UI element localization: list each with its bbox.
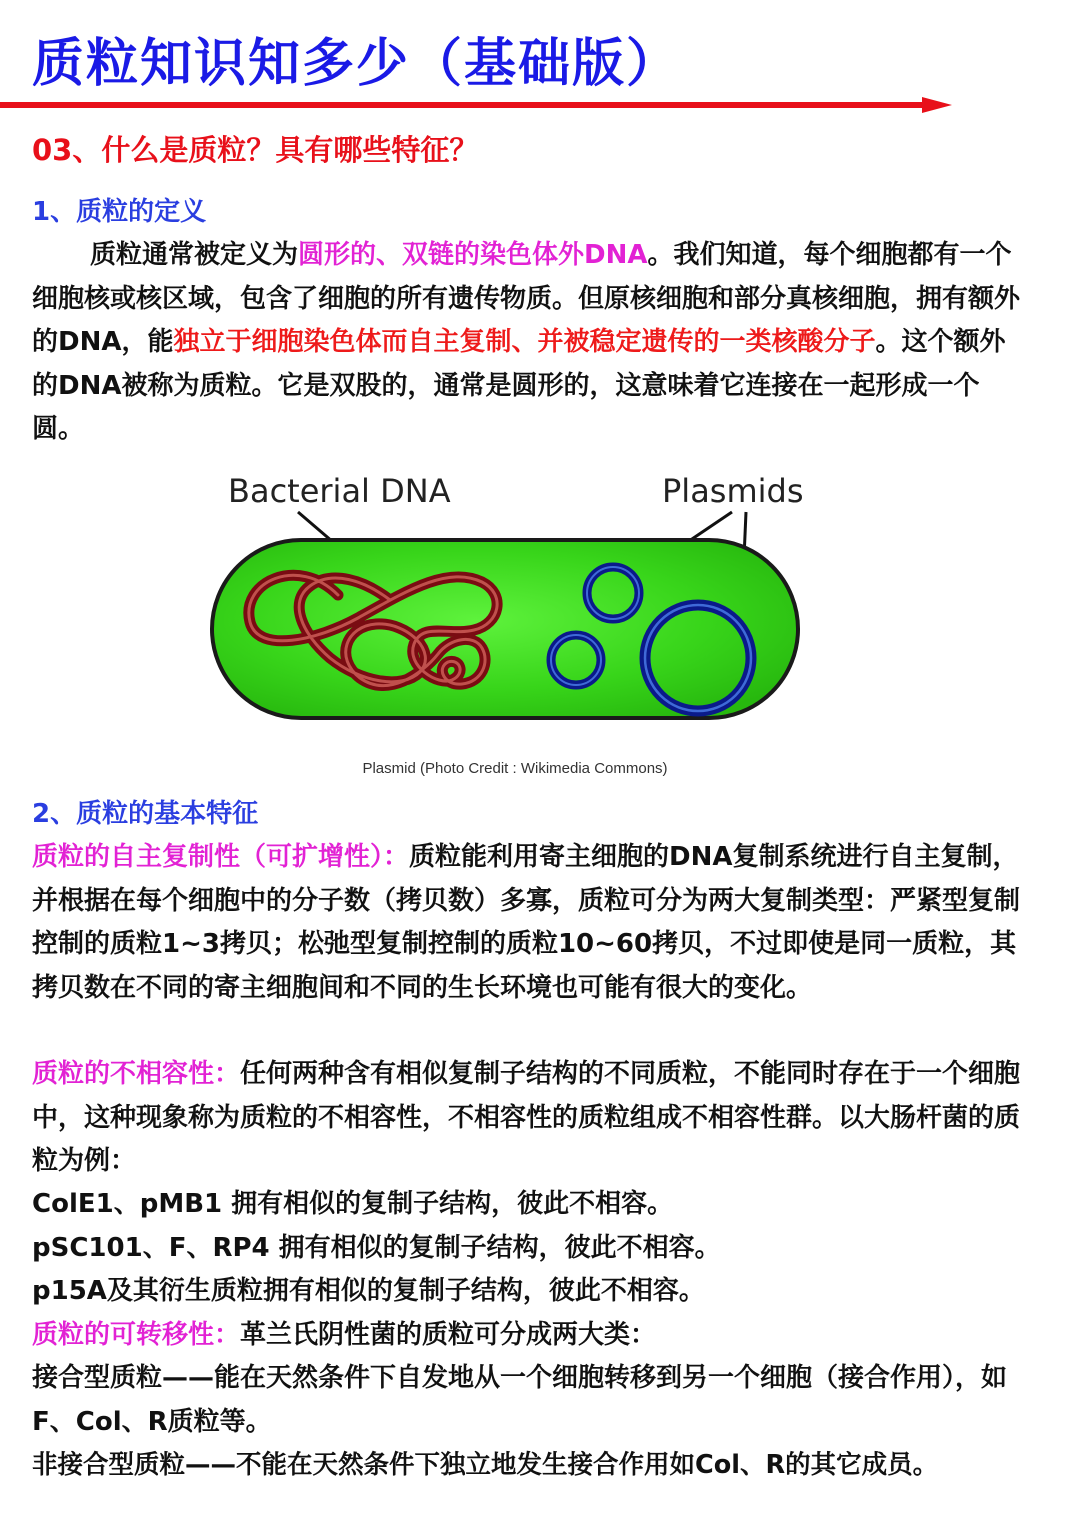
nonconjugative-plasmid-text: 非接合型质粒——不能在天然条件下独立地发生接合作用如Col、R的其它成员。 [32,1450,939,1480]
section-heading-features: 2、质粒的基本特征 [32,799,259,829]
transferability-paragraph [32,1314,656,1358]
autonomous-replication-paragraph [32,836,1022,1010]
conjugative-plasmid-text: 接合型质粒——能在天然条件下自发地从一个细胞转移到另一个细胞（接合作用），如F、Col、R质粒等。 [32,1363,1008,1437]
section-heading-definition: 1、质粒的定义 [32,197,207,227]
bacterial-dna-label: Bacterial DNA [228,472,451,510]
feature-text-autonomous: 质粒能利用寄主细胞的DNA复制系统进行自主复制，并根据在每个细胞中的分子数（拷贝数）多寡，质粒可分为两大复制类型：严紧型复制控制的质粒1~3拷贝；松弛型复制控制的质粒10~60拷贝，不过即使是同一质粒，其拷贝数在不同的寄主细胞间和不同的生长环境也可能有很大的变化。 [32,842,1021,1003]
definition-text: 。我们知道，每个细胞都有一个细胞核或核区域，包含了细胞的所有遗传物质。但原核细胞和部分真核细胞，拥有额外的DNA，能 [32,240,1021,357]
plasmid-diagram [200,462,840,792]
definition-paragraph [32,234,1022,452]
incompatibility-example-2: pSC101、F、RP4 拥有相似的复制子结构，彼此不相容。 [32,1233,721,1263]
question-heading: 03、什么是质粒？具有哪些特征？ [32,133,479,167]
definition-emphasis: 独立于细胞染色体而自主复制、并被稳定遗传的一类核酸分子 [173,327,876,357]
title-underline-arrow [0,94,960,116]
feature-text-incompatibility: 任何两种含有相似复制子结构的不同质粒，不能同时存在于一个细胞中，这种现象称为质粒的不相容性，不相容性的质粒组成不相容性群。以大肠杆菌的质粒为例： [32,1059,1021,1176]
feature-label-autonomous: 质粒的自主复制性（可扩增性）： [32,842,410,872]
incompatibility-example-3: p15A及其衍生质粒拥有相似的复制子结构，彼此不相容。 [32,1276,705,1306]
feature-label-incompatibility: 质粒的不相容性： [32,1059,241,1089]
incompatibility-example-1: ColE1、pMB1 拥有相似的复制子结构，彼此不相容。 [32,1189,674,1219]
plasmids-label: Plasmids [662,472,804,510]
feature-label-transferability: 质粒的可转移性： [32,1320,241,1350]
page-title: 质粒知识知多少（基础版） [32,34,681,94]
definition-text: 。这个额外的DNA被称为质粒。它是双股的，通常是圆形的，这意味着它连接在一起形成一个圆。 [32,327,1006,444]
figure-caption: Plasmid (Photo Credit : Wikimedia Commons) [362,760,668,777]
definition-text: 质粒通常被定义为 [90,240,299,270]
incompatibility-paragraph [32,1053,1022,1184]
definition-highlight: 圆形的、双链的染色体外DNA [298,240,648,270]
feature-text-transferability: 革兰氏阴性菌的质粒可分成两大类： [240,1320,657,1350]
